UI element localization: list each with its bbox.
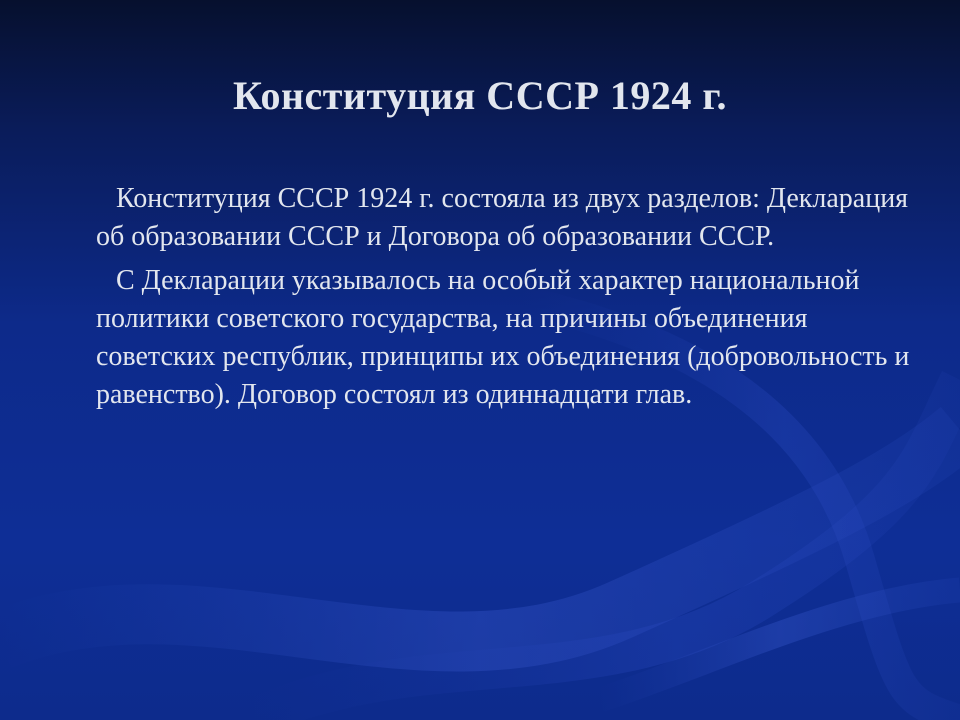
- slide-body: [96, 180, 916, 420]
- paragraph-1: Конституция СССР 1924 г. состояла из двух разделов: Декларация об образовании СССР и Договора об образовании СССР.: [96, 183, 909, 252]
- slide-title: Конституция СССР 1924 г.: [232, 73, 728, 118]
- paragraph-2: С Декларации указывалось на особый характер национальной политики советского государства, на причины объединения советских республик, принципы их объединения (добровольность и равенство). Договор состоял из одиннадцати глав.: [96, 265, 910, 410]
